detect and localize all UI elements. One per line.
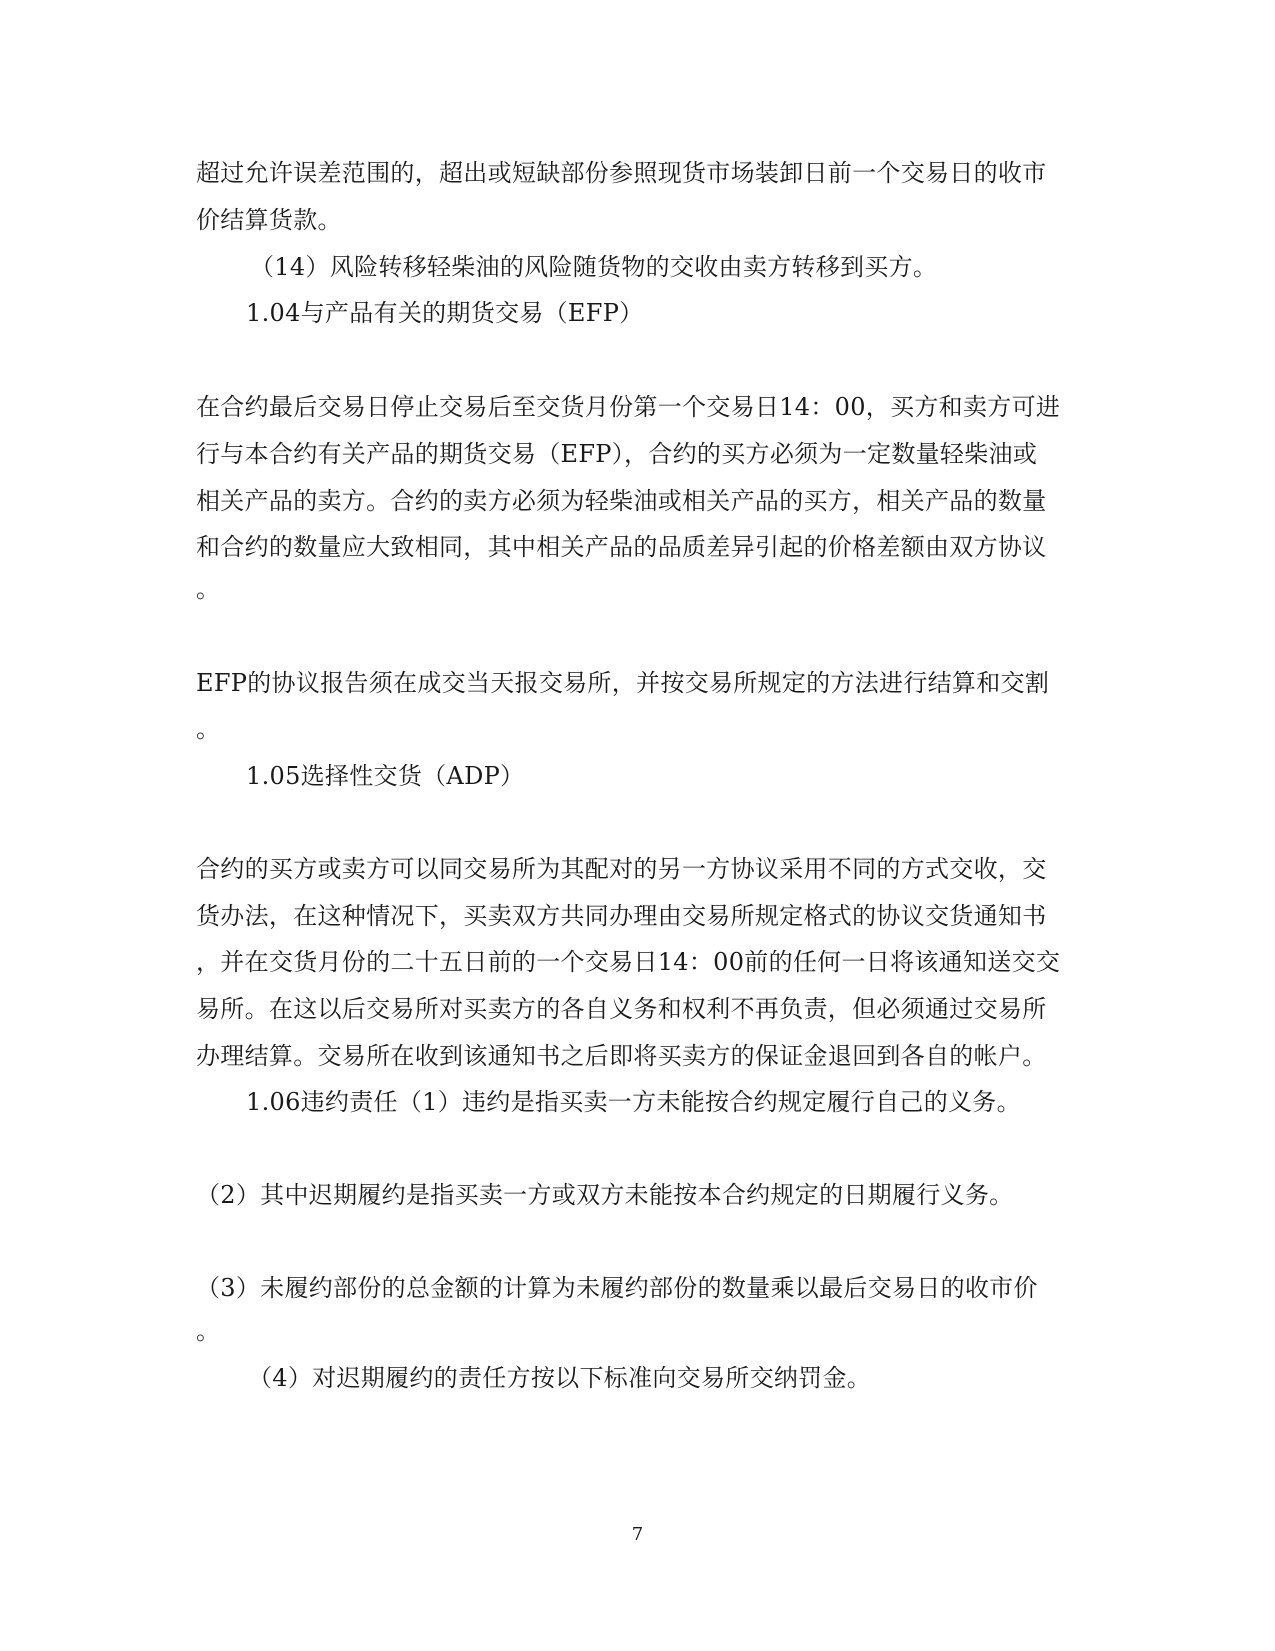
page-number: 7 [631, 1524, 644, 1545]
text-line: EFP的协议报告须在成交当天报交易所，并按交易所规定的方法进行结算和交割 [196, 669, 1050, 697]
text-line: （3）未履约部份的总金额的计算为未履约部份的数量乘以最后交易日的收市价 [196, 1274, 1038, 1302]
text-line: 。 [196, 1317, 221, 1345]
text-line: 易所。在这以后交易所对买卖方的各自义务和权利不再负责，但必须通过交易所 [196, 995, 1047, 1023]
text-line: 在合约最后交易日停止交易后至交货月份第一个交易日14：00，买方和卖方可进 [196, 393, 1061, 421]
section-heading: 1.04与产品有关的期货交易（EFP） [246, 299, 644, 327]
text-line: （2）其中迟期履约是指买卖一方或双方未能按本合约规定的日期履行义务。 [196, 1181, 1014, 1209]
text-line: 和合约的数量应大致相同，其中相关产品的品质差异引起的价格差额由双方协议 [196, 533, 1047, 561]
text-line: 合约的买方或卖方可以同交易所为其配对的另一方协议采用不同的方式交收，交 [196, 855, 1047, 883]
text-line: 。 [196, 575, 221, 603]
text-line: 价结算货款。 [196, 206, 342, 234]
section-heading: 1.05选择性交货（ADP） [246, 762, 525, 790]
text-line: （4）对迟期履约的责任方按以下标准向交易所交纳罚金。 [248, 1364, 872, 1392]
section-heading: 1.06违约责任（1）违约是指买卖一方未能按合约规定履行自己的义务。 [246, 1088, 1021, 1116]
text-line: 。 [196, 715, 221, 743]
text-line: 超过允许误差范围的，超出或短缺部份参照现货市场装卸日前一个交易日的收市 [196, 159, 1047, 187]
text-line: 相关产品的卖方。合约的卖方必须为轻柴油或相关产品的买方，相关产品的数量 [196, 487, 1047, 515]
text-line: 办理结算。交易所在收到该通知书之后即将买卖方的保证金退回到各自的帐户。 [196, 1042, 1047, 1070]
text-line: （14）风险转移轻柴油的风险随货物的交收由卖方转移到买方。 [250, 253, 938, 281]
text-line: 行与本合约有关产品的期货交易（EFP），合约的买方必须为一定数量轻柴油或 [196, 440, 1038, 468]
text-line: 货办法，在这种情况下，买卖双方共同办理由交易所规定格式的协议交货通知书 [196, 902, 1047, 930]
text-line: ，并在交货月份的二十五日前的一个交易日14：00前的任何一日将该通知送交交 [196, 948, 1061, 976]
